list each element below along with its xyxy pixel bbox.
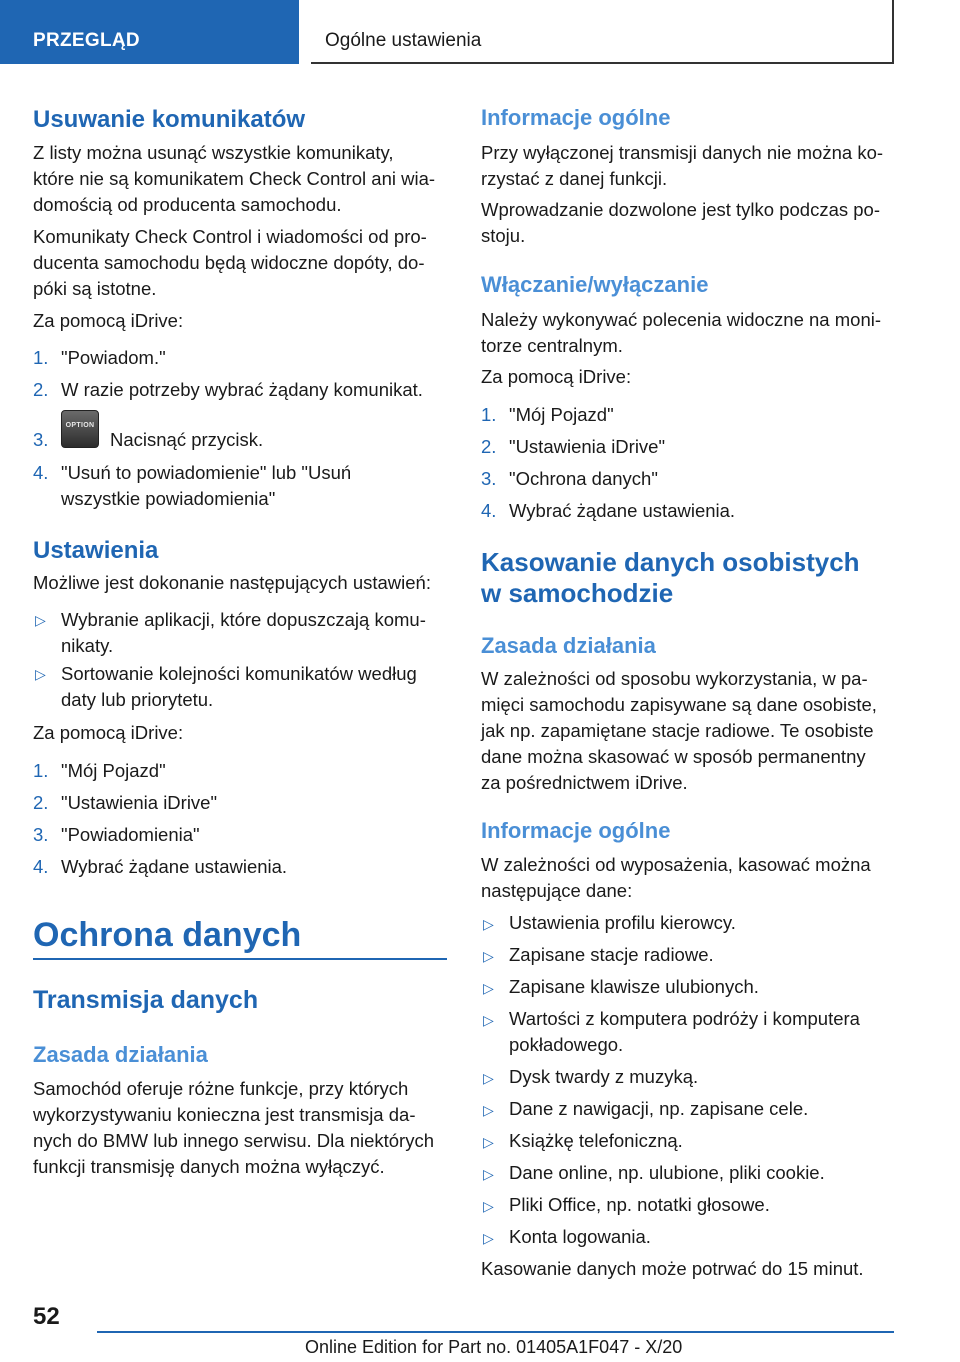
heading-info2: Informacje ogólne: [481, 818, 671, 843]
paragraph-line: Komunikaty Check Control i wiadomości od pro-: [33, 226, 427, 247]
bullet-icon: ▷: [35, 612, 46, 628]
idrive-label: Za pomocą iDrive:: [33, 310, 184, 331]
paragraph-line: Samochód oferuje różne funkcje, przy których: [33, 1078, 409, 1099]
bullet-icon: ▷: [35, 666, 46, 682]
bullet-icon: ▷: [483, 948, 494, 964]
step-text: Wybrać żądane ustawienia.: [509, 500, 736, 521]
bullet-icon: ▷: [483, 1166, 494, 1182]
heading-kasowanie: w samochodzie: [481, 578, 674, 608]
footer-rule: [97, 1331, 894, 1333]
paragraph-line: nych do BMW lub innego serwisu. Dla niektórych: [33, 1130, 435, 1151]
paragraph-line: stoju.: [481, 225, 526, 246]
paragraph-line: Kasowanie danych może potrwać do 15 minut.: [481, 1258, 864, 1279]
paragraph-line: póki są istotne.: [33, 278, 157, 299]
step-number: 4.: [33, 856, 49, 877]
heading-kasowanie: Kasowanie danych osobistych: [481, 547, 860, 577]
step-text: "Ochrona danych": [509, 468, 658, 489]
step-number: 1.: [33, 347, 49, 368]
paragraph-line: Możliwe jest dokonanie następujących ustawień:: [33, 572, 431, 593]
heading-transmisja: Transmisja danych: [33, 986, 259, 1014]
bullet-icon: ▷: [483, 1198, 494, 1214]
bullet-icon: ▷: [483, 1230, 494, 1246]
footer-edition: Online Edition for Part no. 01405A1F047 - X/20: [305, 1337, 683, 1357]
step-text: "Mój Pojazd": [509, 404, 614, 425]
step-number: 3.: [33, 429, 49, 450]
step-text: "Powiadom.": [61, 347, 166, 368]
bullet-text: Wartości z komputera podróży i komputera: [509, 1008, 860, 1029]
bullet-text: Dysk twardy z muzyką.: [509, 1066, 699, 1087]
section-rule: [33, 958, 447, 960]
header-section-label: PRZEGLĄD: [33, 30, 140, 51]
paragraph-line: które nie są komunikatem Check Control ani wia-: [33, 168, 436, 189]
bullet-text: daty lub priorytetu.: [61, 689, 214, 710]
option-button-label: OPTION: [65, 422, 95, 429]
step-text: Nacisnąć przycisk.: [110, 429, 264, 450]
bullet-text: Sortowanie kolejności komunikatów według: [61, 663, 417, 684]
paragraph-line: rzystać z danej funkcji.: [481, 168, 668, 189]
bullet-text: Pliki Office, np. notatki głosowe.: [509, 1194, 770, 1215]
step-text: "Usuń to powiadomienie" lub "Usuń: [61, 462, 352, 483]
bullet-text: Konta logowania.: [509, 1226, 651, 1247]
bullet-text: Dane z nawigacji, np. zapisane cele.: [509, 1098, 809, 1119]
bullet-text: Dane online, np. ulubione, pliki cookie.: [509, 1162, 825, 1183]
heading-zasada: Zasada działania: [481, 633, 656, 658]
paragraph-line: wykorzystywaniu konieczna jest transmisja da-: [33, 1104, 416, 1125]
bullet-text: Zapisane klawisze ulubionych.: [509, 976, 759, 997]
paragraph-line: ducenta samochodu będą widoczne dopóty, do-: [33, 252, 425, 273]
step-number: 3.: [33, 824, 49, 845]
bullet-text: Ustawienia profilu kierowcy.: [509, 912, 736, 933]
bullet-icon: ▷: [483, 1070, 494, 1086]
option-button-icon: [61, 410, 99, 448]
step-text: Wybrać żądane ustawienia.: [61, 856, 288, 877]
heading-wlaczanie: Włączanie/wyłączanie: [481, 272, 709, 297]
heading-ochrona: Ochrona danych: [33, 916, 302, 954]
paragraph-line: mięci samochodu zapisywane są dane osobiste,: [481, 694, 877, 715]
step-text: wszystkie powiadomienia": [61, 488, 276, 509]
paragraph-line: jak np. zapamiętane stacje radiowe. Te osobiste: [481, 720, 874, 741]
step-number: 2.: [481, 436, 497, 457]
bullet-text: Książkę telefoniczną.: [509, 1130, 683, 1151]
step-text: "Ustawienia iDrive": [61, 792, 218, 813]
paragraph-line: następujące dane:: [481, 880, 633, 901]
bullet-icon: ▷: [483, 980, 494, 996]
heading-zasada: Zasada działania: [33, 1042, 208, 1067]
step-number: 4.: [481, 500, 497, 521]
step-number: 3.: [481, 468, 497, 489]
step-number: 1.: [481, 404, 497, 425]
paragraph-line: W zależności od sposobu wykorzystania, w pa-: [481, 668, 868, 689]
page-number: 52: [33, 1303, 60, 1330]
heading-usuwanie: Usuwanie komunikatów: [33, 106, 306, 133]
bullet-icon: ▷: [483, 1102, 494, 1118]
bullet-icon: ▷: [483, 1134, 494, 1150]
heading-info1: Informacje ogólne: [481, 105, 671, 130]
step-text: W razie potrzeby wybrać żądany komunikat.: [61, 379, 423, 400]
bullet-text: Zapisane stacje radiowe.: [509, 944, 714, 965]
bullet-icon: ▷: [483, 916, 494, 932]
paragraph-line: torze centralnym.: [481, 335, 623, 356]
bullet-icon: ▷: [483, 1012, 494, 1028]
paragraph-line: Wprowadzanie dozwolone jest tylko podczas po-: [481, 199, 880, 220]
step-number: 1.: [33, 760, 49, 781]
step-number: 4.: [33, 462, 49, 483]
paragraph-line: za pośrednictwem iDrive.: [481, 772, 688, 793]
bullet-text: pokładowego.: [509, 1034, 624, 1055]
header-title-box: [311, 0, 894, 64]
step-text: "Mój Pojazd": [61, 760, 166, 781]
paragraph-line: dane można skasować w sposób permanentny: [481, 746, 866, 767]
step-text: "Ustawienia iDrive": [509, 436, 666, 457]
paragraph-line: Przy wyłączonej transmisji danych nie można ko-: [481, 142, 884, 163]
header-title: Ogólne ustawienia: [325, 30, 482, 51]
idrive-label: Za pomocą iDrive:: [33, 722, 184, 743]
paragraph-line: domością od producenta samochodu.: [33, 194, 342, 215]
heading-ustawienia: Ustawienia: [33, 537, 159, 564]
idrive-label: Za pomocą iDrive:: [481, 366, 632, 387]
header-section-tab: [0, 0, 299, 64]
paragraph-line: Z listy można usunąć wszystkie komunikaty,: [33, 142, 394, 163]
bullet-text: Wybranie aplikacji, które dopuszczają komu-: [61, 609, 426, 630]
step-number: 2.: [33, 792, 49, 813]
paragraph-line: W zależności od wyposażenia, kasować można: [481, 854, 871, 875]
paragraph-line: Należy wykonywać polecenia widoczne na moni-: [481, 309, 881, 330]
bullet-text: nikaty.: [61, 635, 114, 656]
step-text: "Powiadomienia": [61, 824, 200, 845]
paragraph-line: funkcji transmisję danych można wyłączyć.: [33, 1156, 385, 1177]
step-number: 2.: [33, 379, 49, 400]
